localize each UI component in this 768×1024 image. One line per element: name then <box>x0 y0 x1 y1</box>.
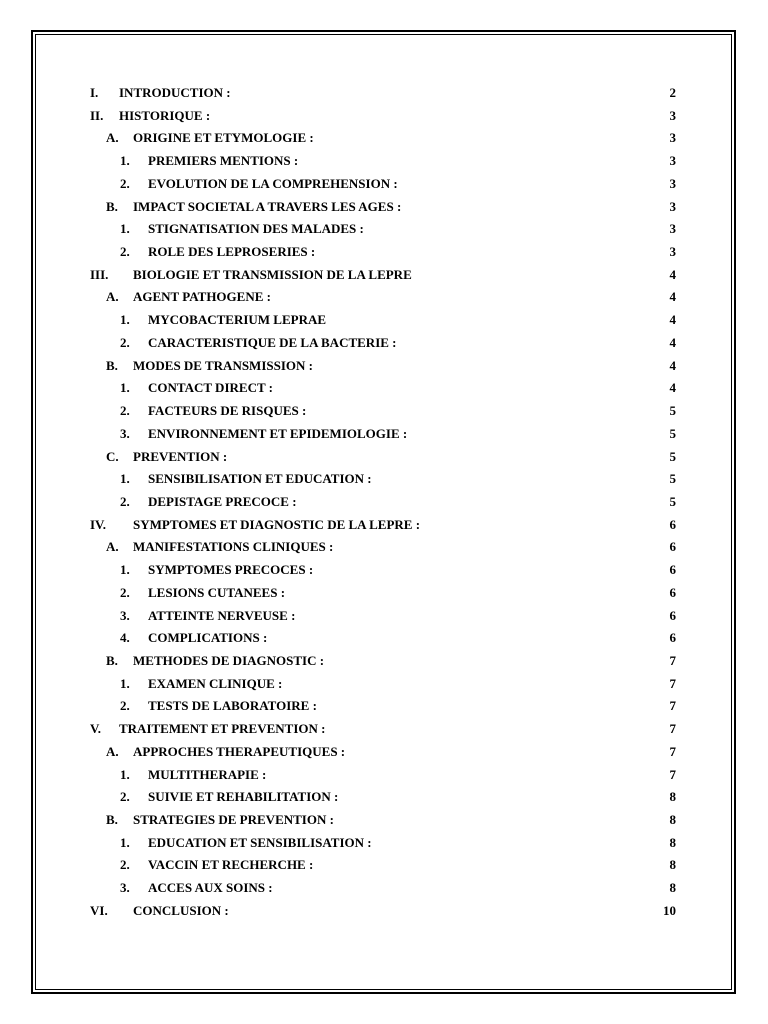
toc-entry[interactable] <box>90 832 678 855</box>
toc-entry-title: EVOLUTION DE LA COMPREHENSION : <box>148 175 398 191</box>
toc-entry-title: COMPLICATIONS : <box>148 630 268 646</box>
toc-entry-number: 3. <box>120 607 130 623</box>
toc-entry-number: 2. <box>120 584 130 600</box>
toc-entry-title: ROLE DES LEPROSERIES : <box>148 244 316 260</box>
toc-entry-page-number: 4 <box>669 357 676 373</box>
toc-entry[interactable] <box>90 536 678 559</box>
toc-entry-title: HISTORIQUE : <box>119 107 211 123</box>
toc-entry[interactable] <box>90 764 678 787</box>
toc-entry-page-number: 3 <box>669 198 676 214</box>
toc-entry-number: B. <box>106 198 118 214</box>
toc-entry[interactable] <box>90 877 678 900</box>
toc-entry-title: MYCOBACTERIUM LEPRAE <box>148 312 327 328</box>
toc-entry-number: A. <box>106 130 119 146</box>
toc-entry-title: INTRODUCTION : <box>119 85 231 100</box>
toc-entry-title: EDUCATION ET SENSIBILISATION : <box>148 834 372 850</box>
toc-entry-page-number: 3 <box>669 221 676 237</box>
toc-entry-page-number: 3 <box>669 107 676 123</box>
toc-entry[interactable] <box>90 309 678 332</box>
toc-entry-page-number: 4 <box>669 312 676 328</box>
toc-entry-number: 4. <box>120 630 130 646</box>
toc-entry-number: 1. <box>120 834 130 850</box>
toc-entry-number: 1. <box>120 471 130 487</box>
toc-entry-page-number: 7 <box>669 698 676 714</box>
toc-entry[interactable] <box>90 82 678 105</box>
toc-entry-page-number: 4 <box>669 334 676 350</box>
toc-entry-page-number: 3 <box>669 175 676 191</box>
toc-entry-number: B. <box>106 357 118 373</box>
toc-entry-page-number: 8 <box>669 834 676 850</box>
toc-entry-number: 3. <box>120 880 130 896</box>
toc-entry-page-number: 6 <box>669 516 676 532</box>
toc-entry-title: VACCIN ET RECHERCHE : <box>148 857 314 873</box>
toc-entry-number: 2. <box>120 244 130 260</box>
toc-entry-page-number: 4 <box>669 289 676 305</box>
toc-entry-number: 1. <box>120 221 130 237</box>
toc-entry-number: 1. <box>120 312 130 328</box>
toc-entry-title: STRATEGIES DE PREVENTION : <box>133 812 334 827</box>
toc-entry-page-number: 3 <box>669 244 676 260</box>
toc-entry-number: 2. <box>120 403 130 419</box>
toc-entry-page-number: 5 <box>669 493 676 509</box>
toc-entry[interactable] <box>90 491 678 514</box>
toc-entry-number: A. <box>106 743 119 759</box>
toc-entry-title: CONTACT DIRECT : <box>148 380 273 396</box>
toc-entry-number: 2. <box>120 857 130 873</box>
toc-entry-number: VI. <box>90 902 108 918</box>
toc-entry-title: IMPACT SOCIETAL A TRAVERS LES AGES : <box>133 198 402 214</box>
toc-entry-title: MULTITHERAPIE : <box>148 766 267 782</box>
toc-entry-page-number: 6 <box>669 539 676 555</box>
toc-entry[interactable] <box>90 468 678 491</box>
toc-entry-page-number: 4 <box>669 380 676 396</box>
toc-entry-page-number: 8 <box>669 857 676 873</box>
toc-entry-title: TESTS DE LABORATOIRE : <box>148 698 317 714</box>
toc-entry[interactable] <box>90 514 678 537</box>
toc-entry-title: SYMPTOMES PRECOCES : <box>148 562 314 578</box>
toc-entry[interactable] <box>90 650 678 673</box>
toc-entry-title: SUIVIE ET REHABILITATION : <box>148 789 339 805</box>
toc-entry-title: CARACTERISTIQUE DE LA BACTERIE : <box>148 334 397 350</box>
toc-entry-page-number: 6 <box>669 562 676 578</box>
toc-entry-title: STIGNATISATION DES MALADES : <box>148 221 364 237</box>
toc-entry-title: PREVENTION : <box>133 448 228 464</box>
toc-entry-number: 1. <box>120 675 130 691</box>
toc-entry-title: FACTEURS DE RISQUES : <box>148 403 307 419</box>
toc-entry[interactable] <box>90 854 678 877</box>
toc-entry-title: APPROCHES THERAPEUTIQUES : <box>133 743 346 759</box>
toc-entry[interactable] <box>90 559 678 582</box>
toc-entry[interactable] <box>90 627 678 650</box>
toc-entry-page-number: 6 <box>669 584 676 600</box>
toc-entry-number: A. <box>106 539 119 555</box>
toc-entry-title: ORIGINE ET ETYMOLOGIE : <box>133 130 314 146</box>
toc-entry-title: PREMIERS MENTIONS : <box>148 153 299 169</box>
toc-entry-number: A. <box>106 289 119 305</box>
toc-entry-page-number: 8 <box>669 880 676 896</box>
toc-entry-number: B. <box>106 812 118 827</box>
toc-entry-title: SYMPTOMES ET DIAGNOSTIC DE LA LEPRE : <box>133 516 421 532</box>
toc-entry-number: III. <box>90 266 109 282</box>
toc-entry-page-number: 7 <box>669 721 676 737</box>
toc-entry-number: B. <box>106 652 118 668</box>
toc-entry-number: IV. <box>90 516 107 532</box>
toc-entry-page-number: 8 <box>669 789 676 805</box>
toc-entry-page-number: 5 <box>669 448 676 464</box>
toc-entry-page-number: 8 <box>669 812 676 827</box>
toc-entry-title: TRAITEMENT ET PREVENTION : <box>119 721 326 737</box>
toc-entry[interactable] <box>90 582 678 605</box>
toc-entry[interactable] <box>90 900 678 923</box>
toc-entry-title: DEPISTAGE PRECOCE : <box>148 493 297 509</box>
toc-entry-page-number: 3 <box>669 153 676 169</box>
toc-entry-page-number: 6 <box>669 630 676 646</box>
toc-entry-title: MODES DE TRANSMISSION : <box>133 357 313 373</box>
toc-entry[interactable] <box>90 150 678 173</box>
toc-entry[interactable] <box>90 286 678 309</box>
toc-entry-page-number: 10 <box>663 902 676 918</box>
toc-entry[interactable] <box>90 605 678 628</box>
toc-entry-title: ACCES AUX SOINS : <box>148 880 273 896</box>
toc-entry[interactable] <box>90 741 678 764</box>
toc-entry[interactable] <box>90 718 678 741</box>
toc-entry[interactable] <box>90 400 678 423</box>
toc-entry-title: AGENT PATHOGENE : <box>133 289 271 305</box>
toc-entry[interactable] <box>90 446 678 469</box>
toc-entry-number: 2. <box>120 175 130 191</box>
toc-entry-title: ENVIRONNEMENT ET EPIDEMIOLOGIE : <box>148 425 408 441</box>
toc-entry[interactable] <box>90 673 678 696</box>
toc-entry-number: 1. <box>120 766 130 782</box>
toc-entry[interactable] <box>90 218 678 241</box>
toc-entry-number: II. <box>90 107 104 123</box>
toc-entry[interactable] <box>90 786 678 809</box>
toc-entry-number: 2. <box>120 698 130 714</box>
toc-entry-number: 2. <box>120 493 130 509</box>
toc-entry-number: 2. <box>120 334 130 350</box>
toc-entry-page-number: 3 <box>669 130 676 146</box>
toc-entry[interactable] <box>90 241 678 264</box>
toc-entry[interactable] <box>90 809 678 832</box>
toc-entry-number: 3. <box>120 425 130 441</box>
toc-entry-page-number: 5 <box>669 425 676 441</box>
toc-entry-title: SENSIBILISATION ET EDUCATION : <box>148 471 372 487</box>
toc-entry[interactable] <box>90 423 678 446</box>
toc-entry-number: 1. <box>120 153 130 169</box>
toc-entry-title: METHODES DE DIAGNOSTIC : <box>133 652 325 668</box>
toc-entry-number: 1. <box>120 562 130 578</box>
toc-entry[interactable] <box>90 264 678 287</box>
toc-entry-page-number: 4 <box>669 266 676 282</box>
toc-entry-page-number: 7 <box>669 743 676 759</box>
toc-entry-page-number: 7 <box>669 675 676 691</box>
toc-entry-title: CONCLUSION : <box>133 902 229 918</box>
toc-entry-page-number: 7 <box>669 652 676 668</box>
toc-entry[interactable] <box>90 355 678 378</box>
toc-entry[interactable] <box>90 127 678 150</box>
toc-entry-number: 1. <box>120 380 130 396</box>
toc-entry-title: EXAMEN CLINIQUE : <box>148 675 283 691</box>
toc-entry-title: BIOLOGIE ET TRANSMISSION DE LA LEPRE <box>133 266 412 282</box>
toc-entry-number: I. <box>90 85 99 100</box>
toc-entry-page-number: 6 <box>669 607 676 623</box>
toc-entry[interactable] <box>90 173 678 196</box>
table-of-contents <box>90 82 678 923</box>
toc-entry-number: C. <box>106 448 119 464</box>
toc-entry[interactable] <box>90 377 678 400</box>
toc-entry-page-number: 2 <box>669 85 676 100</box>
toc-entry[interactable] <box>90 695 678 718</box>
toc-entry-title: MANIFESTATIONS CLINIQUES : <box>133 539 334 555</box>
toc-entry[interactable] <box>90 332 678 355</box>
toc-entry-title: ATTEINTE NERVEUSE : <box>148 607 296 623</box>
toc-entry[interactable] <box>90 196 678 219</box>
toc-entry[interactable] <box>90 105 678 128</box>
toc-entry-page-number: 7 <box>669 766 676 782</box>
toc-entry-title: LESIONS CUTANEES : <box>148 584 286 600</box>
toc-entry-number: V. <box>90 721 101 737</box>
toc-entry-page-number: 5 <box>669 471 676 487</box>
toc-entry-number: 2. <box>120 789 130 805</box>
toc-entry-page-number: 5 <box>669 403 676 419</box>
